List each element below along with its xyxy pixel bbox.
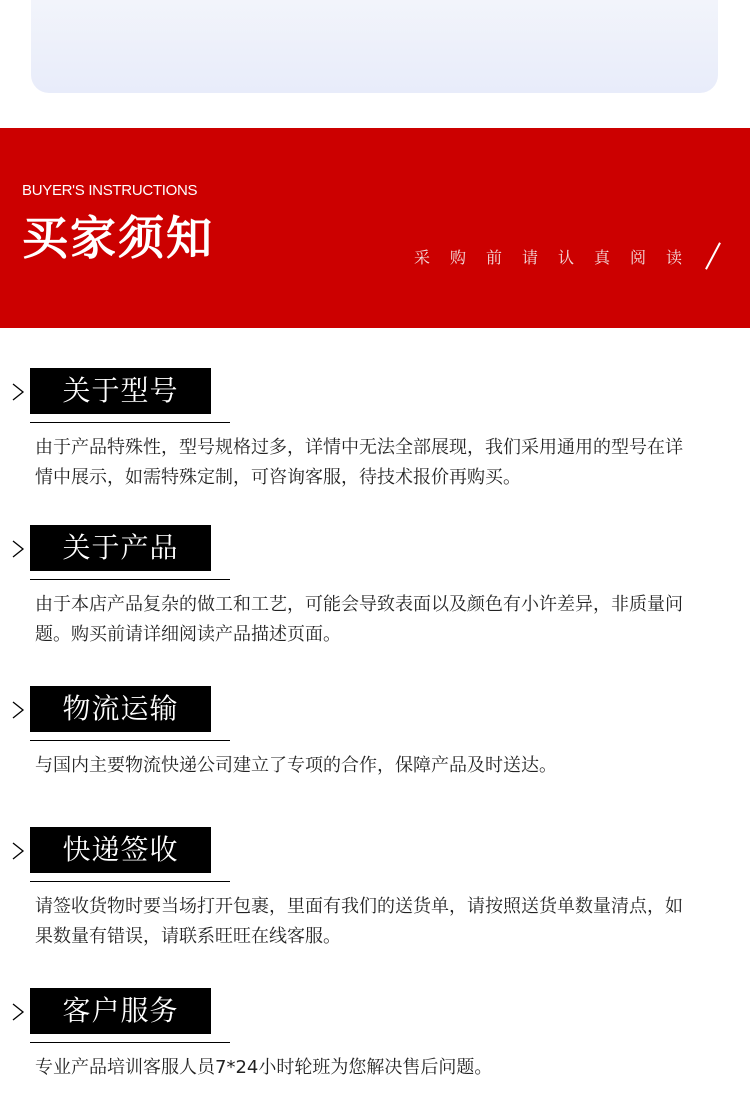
section-text: 由于本店产品复杂的做工和工艺，可能会导致表面以及颜色有小许差异，非质量问题。购买前请详细阅读产品描述页面。 <box>35 594 683 645</box>
section-heading: 客户服务 <box>30 988 211 1034</box>
chevron-right-icon <box>9 1003 27 1021</box>
section-heading: 物流运输 <box>30 686 211 732</box>
chevron-right-icon <box>9 383 27 401</box>
section-text: 请签收货物时要当场打开包裹，里面有我们的送货单，请按照送货单数量清点，如果数量有错误，请联系旺旺在线客服。 <box>35 896 683 947</box>
banner-subtitle: 采购前请认真阅读 <box>414 248 703 267</box>
section-text: 与国内主要物流快递公司建立了专项的合作，保障产品及时送达。 <box>35 755 557 776</box>
product-image-card <box>31 0 718 93</box>
heading-underline <box>30 1042 230 1043</box>
banner-title: 买家须知 <box>22 211 214 265</box>
slash-icon <box>705 242 721 269</box>
heading-underline <box>30 881 230 882</box>
section-heading: 关于产品 <box>30 525 211 571</box>
banner-english-title: BUYER'S INSTRUCTIONS <box>22 182 198 199</box>
chevron-right-icon <box>9 701 27 719</box>
instructions-banner <box>0 128 750 328</box>
heading-underline <box>30 740 230 741</box>
section-heading: 关于型号 <box>30 368 211 414</box>
chevron-right-icon <box>9 842 27 860</box>
heading-underline <box>30 422 230 423</box>
chevron-right-icon <box>9 540 27 558</box>
section-text: 专业产品培训客服人员7*24小时轮班为您解决售后问题。 <box>35 1057 493 1078</box>
section-heading: 快递签收 <box>30 827 211 873</box>
heading-underline <box>30 579 230 580</box>
section-text: 由于产品特殊性，型号规格过多，详情中无法全部展现，我们采用通用的型号在详情中展示，如需特殊定制，可咨询客服，待技术报价再购买。 <box>35 437 683 488</box>
